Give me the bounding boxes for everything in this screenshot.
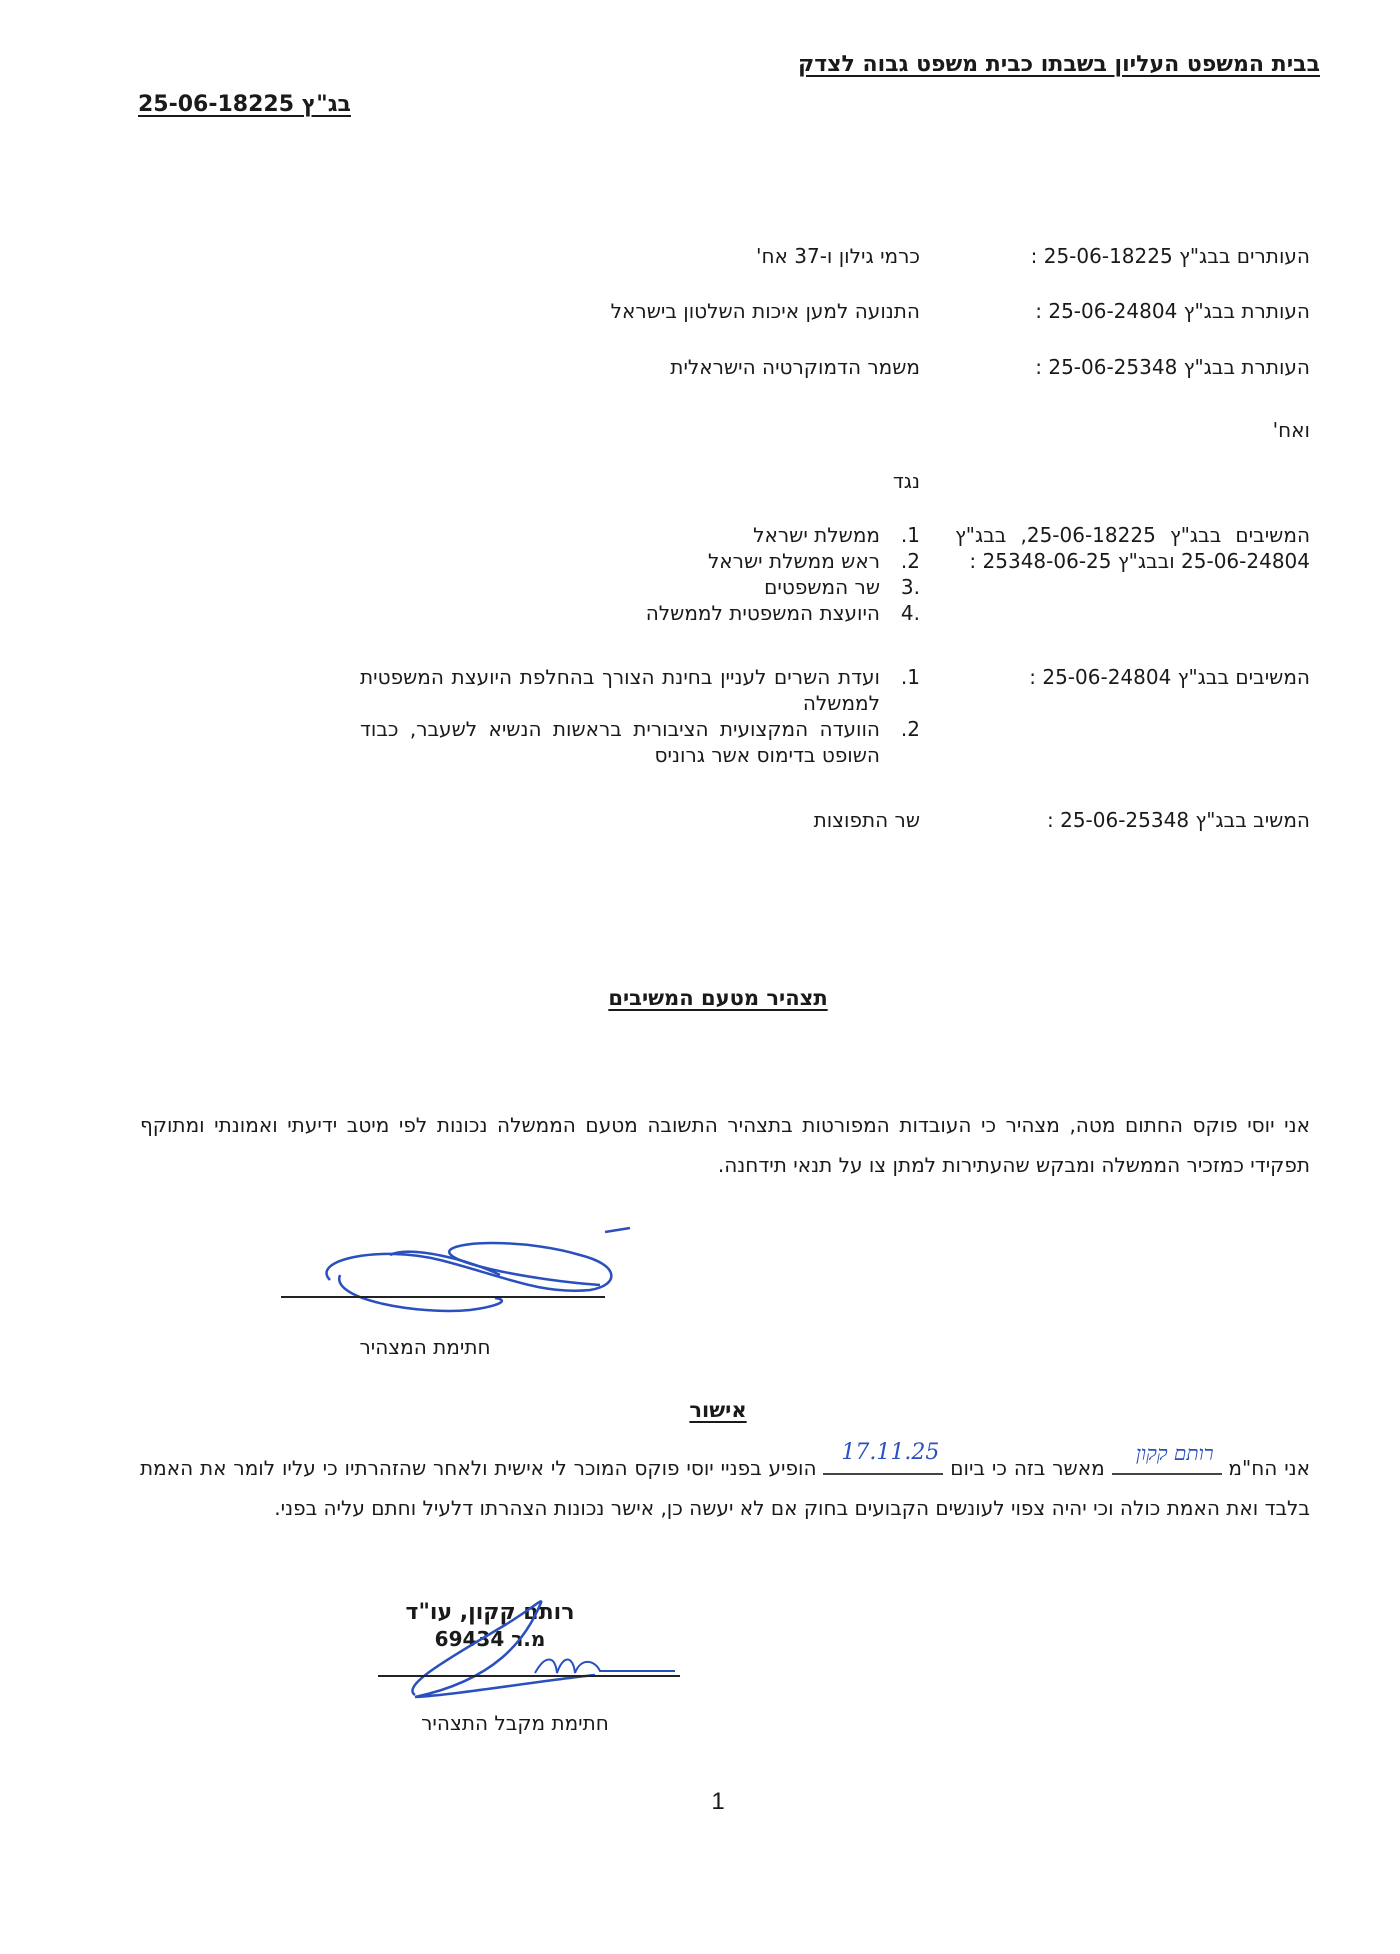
respondents-group <box>130 522 1310 632</box>
respondents-label: המשיבים בבג"ץ 25-06-18225, בבג"ץ 25-06-24804 ובבג"ץ 25348-06-25 : <box>955 523 1311 573</box>
and-others: ואח' <box>1272 418 1310 442</box>
respondent-item: .3 שר המשפטים <box>764 575 920 599</box>
petitioner-row <box>130 355 1310 385</box>
approval-title: אישור <box>689 1398 747 1422</box>
petitioner-name: משמר הדמוקרטיה הישראלית <box>670 355 920 379</box>
petitioner-label: העותרת בבג"ץ 25-06-25348 : <box>1035 355 1310 379</box>
respondent-item: 2. הוועדה המקצועית הציבורית בראשות הנשיא לשעבר, כבוד השופט בדימוס אשר גרוניס <box>360 717 920 767</box>
handwritten-date: 17.11.25 <box>841 1440 940 1465</box>
approval-text: הופיע בפניי יוסי פוקס המוכר לי אישית ולאחר שהזהרתיו כי עליו לומר את האמת בלבד ואת האמת כולה וכי יהיה צפוי לעונשים הקבועים בחוק אם לא יעשה כן, אישר נכונות הצהרתו דלעיל וחתם עליה בפני. <box>140 1456 1310 1520</box>
stamp-name: רותם קקון, עו"ד <box>405 1600 575 1625</box>
versus-label: נגד <box>892 469 920 493</box>
court-header: בבית המשפט העליון בשבתו כבית משפט גבוה לצדק <box>798 52 1320 77</box>
attorney-signature-line <box>378 1675 680 1677</box>
affidavit-body: אני יוסי פוקס החתום מטה, מצהיר כי העובדות המפורטות בתצהיר התשובה מטעם הממשלה נכונות לפי מיטב ידיעתי ואמונתי ומתוקף תפקידי כמזכיר הממשלה ומבקש שהעתירות למתן צו על תנאי תידחנה. <box>140 1113 1310 1177</box>
respondents-group <box>130 664 1310 774</box>
declarant-signature-label: חתימת המצהיר <box>359 1335 491 1359</box>
attorney-signature-icon <box>395 1585 695 1705</box>
approval-text: מאשר בזה כי ביום <box>950 1456 1105 1480</box>
date-field <box>823 1440 943 1475</box>
respondent-item: .4 היועצת המשפטית לממשלה <box>645 601 920 625</box>
declarant-signature-icon <box>300 1220 640 1320</box>
declarant-signature-line <box>281 1296 605 1298</box>
petitioner-row <box>130 299 1310 329</box>
respondents-list <box>360 522 920 626</box>
approval-text: אני הח"מ <box>1228 1456 1311 1480</box>
respondent-item: 1. ממשלת ישראל <box>753 523 920 547</box>
stamp-license: מ.ר 69434 <box>434 1627 546 1651</box>
attorney-name-field <box>1112 1441 1222 1475</box>
petitioner-name: כרמי גילון ו-37 אח' <box>755 244 920 268</box>
respondent-name: שר התפוצות <box>813 808 920 832</box>
respondent-label: המשיב בבג"ץ 25-06-25348 : <box>1046 808 1310 832</box>
petitioner-label: העותרים בבג"ץ 25-06-18225 : <box>1030 244 1310 268</box>
page-number: 1 <box>711 1788 725 1815</box>
approval-body <box>140 1440 1311 1528</box>
handwritten-name: רותם קקון <box>1135 1441 1214 1465</box>
respondents-list <box>360 664 920 768</box>
attorney-signature-label: חתימת מקבל התצהיר <box>421 1711 609 1735</box>
petitioner-label: העותרת בבג"ץ 25-06-24804 : <box>1035 299 1310 323</box>
respondents-label: המשיבים בבג"ץ 25-06-24804 : <box>1029 665 1310 689</box>
respondent-row <box>130 808 1310 838</box>
petitioner-name: התנועה למען איכות השלטון בישראל <box>610 299 920 323</box>
respondent-item: 2. ראש ממשלת ישראל <box>707 549 920 573</box>
affidavit-title: תצהיר מטעם המשיבים <box>608 986 828 1010</box>
respondent-item: 1. ועדת השרים לעניין בחינת הצורך בהחלפת היועצת המשפטית לממשלה <box>360 665 920 715</box>
case-number: בג"ץ 25-06-18225 <box>138 92 351 117</box>
petitioner-row <box>130 244 1310 274</box>
